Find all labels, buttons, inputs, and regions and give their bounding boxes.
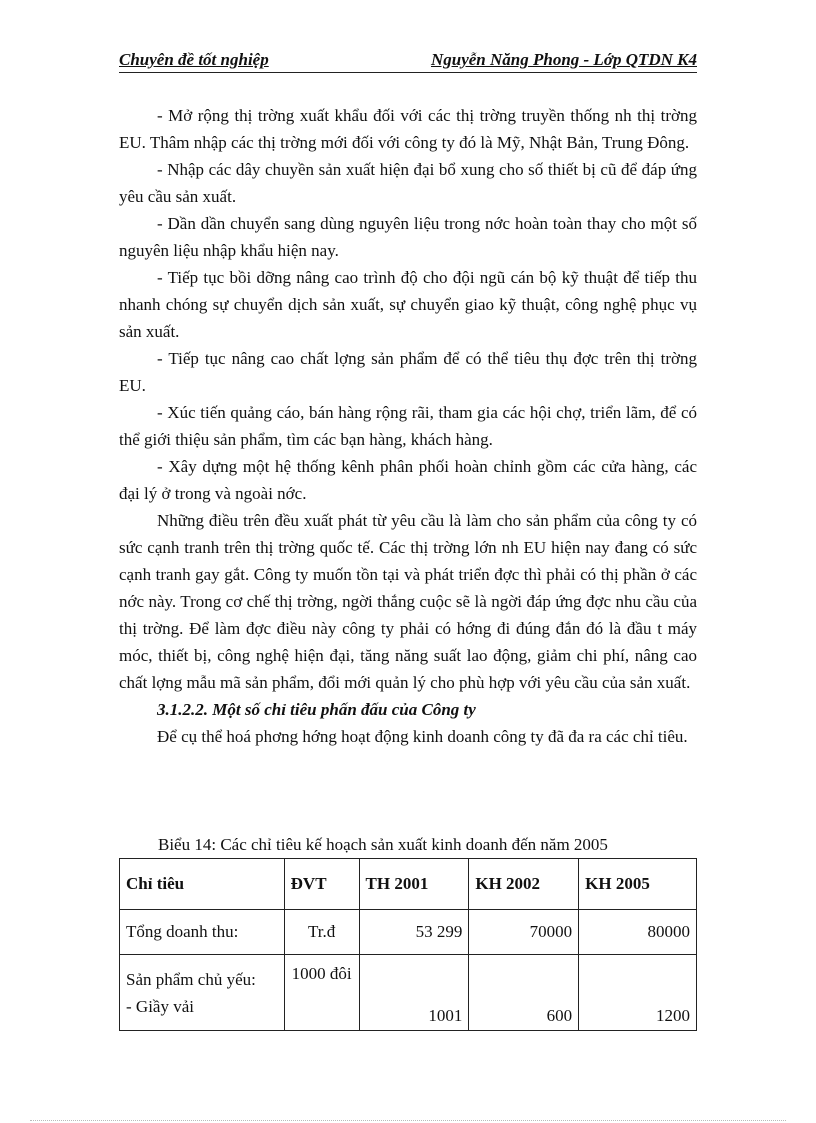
header-author: Nguyễn Năng Phong - Lớp QTDN K4 [430, 50, 697, 69]
cell-kh2002: 70000 [469, 910, 579, 955]
table-caption: Biểu 14: Các chỉ tiêu kế hoạch sản xuất kinh doanh đến năm 2005 [158, 835, 608, 854]
page-header [119, 50, 697, 72]
column-header: KH 2002 [469, 859, 579, 910]
column-header: ĐVT [284, 859, 359, 910]
paragraph: - Mở rộng thị trờng xuất khẩu đối với các thị trờng truyền thống nh thị trờng EU. Thâm nhập các thị trờng mới đối với công ty đó là Mỹ, Nhật Bản, Trung Đông. [119, 106, 697, 152]
document-body [119, 102, 697, 750]
cell-th2001: 1001 [359, 955, 469, 1031]
paragraph: - Tiếp tục nâng cao chất lợng sản phẩm để có thể tiêu thụ đợc trên thị trờng EU. [119, 349, 697, 395]
row-label: Sản phẩm chủ yếu: [126, 969, 256, 989]
row-sublabel: - Giầy vải [126, 996, 194, 1016]
row-unit: 1000 đôi [284, 955, 359, 1031]
column-header: TH 2001 [359, 859, 469, 910]
plan-table [119, 858, 697, 1031]
row-label-cell [120, 955, 285, 1031]
column-header: Chỉ tiêu [120, 859, 285, 910]
column-header: KH 2005 [579, 859, 697, 910]
paragraph: - Dần dần chuyển sang dùng nguyên liệu trong nớc hoàn toàn thay cho một số nguyên liệu nhập khẩu hiện nay. [119, 214, 697, 260]
paragraph: - Tiếp tục bồi dỡng nâng cao trình độ cho đội ngũ cán bộ kỹ thuật để tiếp thu nhanh chóng sự chuyển dịch sản xuất, sự chuyển giao kỹ thuật, công nghệ phục vụ sản xuất. [119, 268, 697, 341]
cell-kh2005: 1200 [579, 955, 697, 1031]
cell-kh2002: 600 [469, 955, 579, 1031]
paragraph: - Xây dựng một hệ thống kênh phân phối hoàn chỉnh gồm các cửa hàng, các đại lý ở trong và ngoài nớc. [119, 457, 697, 503]
page-bottom-rule [30, 1120, 786, 1121]
header-divider [119, 72, 697, 73]
table-row [120, 955, 697, 1031]
paragraph: Những điều trên đều xuất phát từ yêu cầu là làm cho sản phẩm của công ty có sức cạnh tranh trên thị trờng quốc tế. Các thị trờng lớn nh EU hiện nay đang có sức cạnh tranh gay gắt. Công ty muốn tồn tại và phát triển đợc thì phải có thị phần ở các nớc này. Trong cơ chế thị trờng, ngời thắng cuộc sẽ là ngời đáp ứng đợc nhu cầu của thị trờng. Để làm đợc điều này công ty phải có hớng đi đúng đắn đó là đầu t máy móc, thiết bị, công nghệ hiện đại, tăng năng suất lao động, giảm chi phí, nâng cao chất lợng mẫu mã sản phẩm, đổi mới quản lý cho phù hợp với yêu cầu của sản xuất. [119, 511, 697, 692]
table-row [120, 910, 697, 955]
paragraph: - Xúc tiến quảng cáo, bán hàng rộng rãi, tham gia các hội chợ, triển lãm, để có thể giới thiệu sản phẩm, tìm các bạn hàng, khách hàng. [119, 403, 697, 449]
paragraph: - Nhập các dây chuyền sản xuất hiện đại bổ xung cho số thiết bị cũ để đáp ứng yêu cầu sản xuất. [119, 160, 697, 206]
paragraph: Để cụ thể hoá phơng hớng hoạt động kinh doanh công ty đã đa ra các chỉ tiêu. [157, 727, 688, 746]
row-unit: Tr.đ [284, 910, 359, 955]
table-header-row [120, 859, 697, 910]
cell-th2001: 53 299 [359, 910, 469, 955]
row-label: Tổng doanh thu: [120, 910, 285, 955]
header-title: Chuyên đề tốt nghiệp [119, 50, 269, 69]
section-heading: 3.1.2.2. Một số chỉ tiêu phấn đấu của Công ty [157, 700, 476, 719]
cell-kh2005: 80000 [579, 910, 697, 955]
